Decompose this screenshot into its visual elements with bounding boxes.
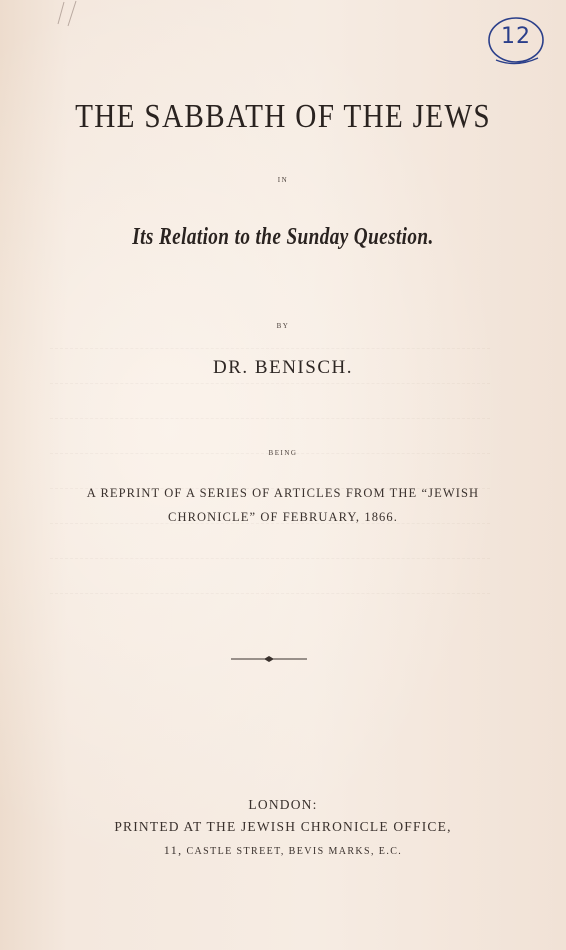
imprint-printer: PRINTED AT THE JEWISH CHRONICLE OFFICE, bbox=[114, 819, 452, 834]
imprint bbox=[0, 797, 566, 863]
ornamental-rule-icon bbox=[231, 654, 307, 664]
imprint-address: CASTLE STREET, BEVIS MARKS, E.C. bbox=[186, 846, 403, 857]
shelf-mark-stamp bbox=[486, 14, 546, 68]
pencil-mark bbox=[50, 0, 90, 30]
book-subtitle: Its Relation to the Sunday Question. bbox=[132, 224, 434, 250]
description bbox=[0, 481, 566, 529]
imprint-address-line bbox=[0, 843, 566, 863]
imprint-city: LONDON: bbox=[248, 797, 318, 812]
connector-being: BEING bbox=[268, 449, 298, 457]
author-name: DR. BENISCH. bbox=[213, 357, 353, 378]
connector-by: BY bbox=[276, 322, 290, 330]
book-title: THE SABBATH OF THE JEWS bbox=[75, 98, 491, 135]
description-line-1: A REPRINT OF A SERIES OF ARTICLES FROM THE “JEWISH bbox=[86, 486, 480, 500]
shelf-mark-number: 12 bbox=[501, 24, 531, 49]
imprint-street-number: 11, bbox=[163, 843, 183, 857]
connector-in: IN bbox=[277, 176, 289, 184]
description-line-2: CHRONICLE” OF FEBRUARY, 1866. bbox=[168, 510, 398, 524]
